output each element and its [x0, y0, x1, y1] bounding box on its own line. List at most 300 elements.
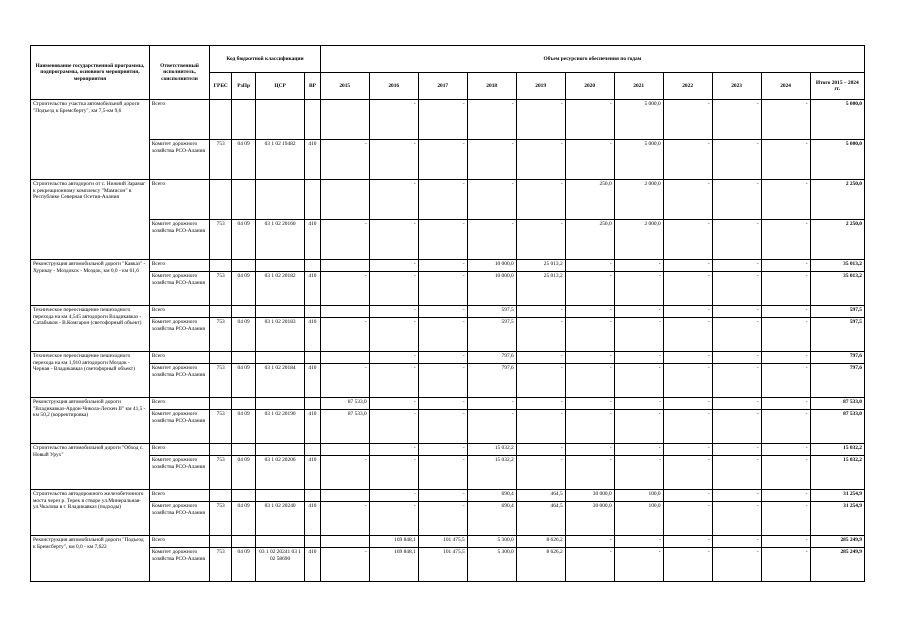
year-value-cell: 8 626,2	[516, 548, 565, 582]
year-value-cell: -	[369, 364, 418, 398]
table-row	[31, 502, 865, 536]
header-name: Наименование государственной программы, подпрограммы, основного мероприятия, мероприятия	[31, 46, 150, 100]
year-value-cell: -	[663, 140, 712, 180]
table-row	[31, 364, 865, 398]
header-executor: Ответственный исполнитель, соисполнители	[149, 46, 209, 100]
year-value-cell: -	[369, 444, 418, 456]
table-row	[31, 536, 865, 548]
year-value-cell: -	[614, 536, 663, 548]
year-value-cell: 10 000,0	[467, 260, 516, 272]
year-value-cell: 5 000,0	[614, 140, 663, 180]
row-total-cell: 597,5	[810, 318, 864, 352]
year-value-cell: -	[369, 100, 418, 140]
year-value-cell: 250,0	[565, 180, 614, 220]
vr-cell: 410	[305, 364, 321, 398]
row-total-cell: 2 250,0	[810, 180, 864, 220]
year-value-cell: -	[761, 364, 810, 398]
executor-all-label: Всего	[149, 490, 209, 502]
vr-cell: 410	[305, 318, 321, 352]
grbs-cell: 753	[210, 410, 232, 444]
executor-all-label: Всего	[149, 352, 209, 364]
code-cell-empty	[210, 100, 232, 140]
measure-name: Строительство автомобильной дороги "Обход с. Новый Урух"	[31, 444, 150, 490]
year-value-cell: -	[418, 318, 467, 352]
year-value-cell: -	[516, 306, 565, 318]
year-value-cell: -	[565, 364, 614, 398]
resource-table	[30, 45, 865, 582]
year-value-cell	[320, 536, 369, 548]
rzpr-cell: 04 09	[232, 364, 256, 398]
row-total-cell: 15 032,2	[810, 456, 864, 490]
year-value-cell: -	[761, 410, 810, 444]
year-value-cell: -	[614, 306, 663, 318]
row-total-cell: 31 254,9	[810, 502, 864, 536]
year-value-cell: -	[418, 490, 467, 502]
year-value-cell: -	[369, 272, 418, 306]
grbs-cell: 753	[210, 364, 232, 398]
year-value-cell: -	[565, 398, 614, 410]
year-value-cell: -	[614, 444, 663, 456]
executor-name: Комитет дорожного хозяйства РСО-Алания	[149, 410, 209, 444]
executor-all-label: Всего	[149, 398, 209, 410]
year-value-cell: -	[369, 318, 418, 352]
year-value-cell: 597,5	[467, 306, 516, 318]
measure-name: Строительство автодороги от с. Нижний Зарамаг к рекреационному комплексу "Мамисон" в Республике Северная Осетия-Алания	[31, 180, 150, 260]
header-year: 2019	[516, 73, 565, 100]
executor-all-label: Всего	[149, 100, 209, 140]
year-value-cell: -	[712, 456, 761, 490]
csr-cell: 03 1 02 20206	[256, 456, 305, 490]
year-value-cell: -	[320, 140, 369, 180]
code-cell-empty	[232, 100, 256, 140]
year-value-cell: -	[565, 410, 614, 444]
year-value-cell: -	[565, 272, 614, 306]
year-value-cell: -	[712, 220, 761, 260]
year-value-cell: -	[418, 220, 467, 260]
header-year: 2017	[418, 73, 467, 100]
code-cell-empty	[305, 180, 321, 220]
year-value-cell: 797,6	[467, 352, 516, 364]
year-value-cell: -	[369, 220, 418, 260]
year-value-cell: -	[320, 220, 369, 260]
code-cell-empty	[305, 260, 321, 272]
csr-cell: 03 1 02 20183	[256, 318, 305, 352]
code-cell-empty	[256, 490, 305, 502]
row-total-cell: 797,6	[810, 364, 864, 398]
year-value-cell: -	[761, 352, 810, 364]
vr-cell: 410	[305, 548, 321, 582]
table-row	[31, 318, 865, 352]
grbs-cell: 753	[210, 318, 232, 352]
measure-name: Реконструкция автомобильной дороги "Владикавказ-Ардон-Чикола-Лескен II" км 41,5 - км 50,2 (корректировка)	[31, 398, 150, 444]
grbs-cell: 753	[210, 140, 232, 180]
table-row	[31, 180, 865, 220]
csr-cell: 03 1 02 20184	[256, 364, 305, 398]
year-value-cell: -	[712, 398, 761, 410]
executor-name: Комитет дорожного хозяйства РСО-Алания	[149, 502, 209, 536]
table-row	[31, 490, 865, 502]
year-value-cell: -	[565, 100, 614, 140]
year-value-cell: -	[761, 272, 810, 306]
row-total-cell: 35 013,2	[810, 272, 864, 306]
executor-all-label: Всего	[149, 536, 209, 548]
year-value-cell: -	[516, 352, 565, 364]
year-value-cell: -	[320, 502, 369, 536]
year-value-cell: -	[467, 410, 516, 444]
year-value-cell: -	[761, 260, 810, 272]
csr-cell: 03 1 02 20190	[256, 410, 305, 444]
year-value-cell: -	[712, 444, 761, 456]
year-value-cell: -	[663, 548, 712, 582]
grbs-cell: 753	[210, 272, 232, 306]
year-value-cell: -	[418, 306, 467, 318]
year-value-cell: -	[663, 260, 712, 272]
year-value-cell: -	[663, 220, 712, 260]
year-value-cell: 10 000,0	[467, 272, 516, 306]
year-value-cell: 169 848,1	[369, 536, 418, 548]
year-value-cell: -	[418, 180, 467, 220]
row-total-cell: 5 000,0	[810, 100, 864, 140]
year-value-cell: 2 000,0	[614, 220, 663, 260]
vr-cell: 410	[305, 220, 321, 260]
year-value-cell: -	[712, 536, 761, 548]
table-row	[31, 140, 865, 180]
year-value-cell: -	[614, 548, 663, 582]
vr-cell: 410	[305, 502, 321, 536]
year-value-cell: -	[761, 548, 810, 582]
table-row	[31, 444, 865, 456]
code-cell-empty	[305, 100, 321, 140]
year-value-cell: -	[712, 140, 761, 180]
year-value-cell: -	[467, 140, 516, 180]
year-value-cell: -	[516, 140, 565, 180]
year-value-cell: -	[369, 180, 418, 220]
vr-cell: 410	[305, 410, 321, 444]
header-year: 2022	[663, 73, 712, 100]
code-cell-empty	[305, 490, 321, 502]
table-row	[31, 398, 865, 410]
year-value-cell: -	[565, 456, 614, 490]
header-total: Итого 2015 – 2024 гг.	[810, 73, 864, 100]
measure-name: Строительство автодорожного железобетонного моста через р. Терек в створе ул.Минеральная-ул.Чкалова в г. Владикавказ (подходы)	[31, 490, 150, 536]
year-value-cell: -	[369, 456, 418, 490]
year-value-cell: -	[761, 306, 810, 318]
year-value-cell	[320, 260, 369, 272]
rzpr-cell: 04 09	[232, 456, 256, 490]
table-row	[31, 100, 865, 140]
executor-name: Комитет дорожного хозяйства РСО-Алания	[149, 272, 209, 306]
year-value-cell: -	[369, 398, 418, 410]
rzpr-cell: 04 09	[232, 548, 256, 582]
rzpr-cell: 04 09	[232, 220, 256, 260]
year-value-cell	[320, 490, 369, 502]
year-value-cell: -	[369, 140, 418, 180]
code-cell-empty	[232, 398, 256, 410]
year-value-cell: 101 475,5	[418, 548, 467, 582]
year-value-cell: -	[418, 100, 467, 140]
year-value-cell: -	[418, 502, 467, 536]
year-value-cell: -	[712, 180, 761, 220]
year-value-cell: -	[761, 444, 810, 456]
header-csr: ЦСР	[256, 73, 305, 100]
grbs-cell: 753	[210, 502, 232, 536]
table-row	[31, 220, 865, 260]
year-value-cell: -	[369, 410, 418, 444]
measure-name: Строительство участка автомобильной дороги "Подъезд к Бремсберту", км 7,5-км 9,6	[31, 100, 150, 180]
year-value-cell: 250,0	[565, 220, 614, 260]
year-value-cell: -	[761, 490, 810, 502]
vr-cell: 410	[305, 272, 321, 306]
year-value-cell	[320, 306, 369, 318]
year-value-cell: 690,4	[467, 502, 516, 536]
year-value-cell: -	[712, 490, 761, 502]
year-value-cell: -	[516, 398, 565, 410]
year-value-cell: -	[467, 180, 516, 220]
year-value-cell: -	[614, 352, 663, 364]
year-value-cell: -	[663, 502, 712, 536]
year-value-cell: 87 533,0	[320, 398, 369, 410]
year-value-cell: -	[418, 364, 467, 398]
csr-cell: 03 1 02 20160	[256, 220, 305, 260]
year-value-cell: -	[369, 306, 418, 318]
executor-all-label: Всего	[149, 180, 209, 220]
code-cell-empty	[256, 398, 305, 410]
measure-name: Реконструкция автомобильной дороги "Подъезд к Бремсберту", км 0,0 - км 7,622	[31, 536, 150, 582]
year-value-cell: -	[418, 272, 467, 306]
year-value-cell: 2 000,0	[614, 180, 663, 220]
header-year: 2020	[565, 73, 614, 100]
csr-cell: 03 1 02 19482	[256, 140, 305, 180]
year-value-cell: -	[761, 318, 810, 352]
measure-name: Техническое переоснащение пешеходного перехода на км 4,545 автодороги Владикавказ - Сатабыков - В.Комгарон (светофорный объект)	[31, 306, 150, 352]
row-total-cell: 797,6	[810, 352, 864, 364]
rzpr-cell: 04 09	[232, 272, 256, 306]
rzpr-cell: 04 09	[232, 502, 256, 536]
year-value-cell: -	[712, 306, 761, 318]
year-value-cell: -	[761, 398, 810, 410]
code-cell-empty	[232, 536, 256, 548]
executor-name: Комитет дорожного хозяйства РСО-Алания	[149, 140, 209, 180]
table-row	[31, 410, 865, 444]
code-cell-empty	[210, 536, 232, 548]
code-cell-empty	[210, 180, 232, 220]
year-value-cell: -	[761, 536, 810, 548]
code-cell-empty	[210, 444, 232, 456]
year-value-cell: -	[614, 318, 663, 352]
year-value-cell: -	[467, 220, 516, 260]
code-cell-empty	[232, 490, 256, 502]
year-value-cell: -	[614, 364, 663, 398]
year-value-cell: 690,4	[467, 490, 516, 502]
year-value-cell: 169 848,1	[369, 548, 418, 582]
year-value-cell: -	[369, 352, 418, 364]
year-value-cell: -	[516, 180, 565, 220]
year-value-cell: -	[663, 364, 712, 398]
year-value-cell: -	[663, 352, 712, 364]
code-cell-empty	[232, 180, 256, 220]
grbs-cell: 753	[210, 220, 232, 260]
year-value-cell: -	[565, 260, 614, 272]
year-value-cell: -	[663, 318, 712, 352]
csr-cell: 03 1 02 20182	[256, 272, 305, 306]
table-row	[31, 260, 865, 272]
executor-name: Комитет дорожного хозяйства РСО-Алания	[149, 456, 209, 490]
year-value-cell	[320, 444, 369, 456]
header-year: 2024	[761, 73, 810, 100]
year-value-cell: 8 626,2	[516, 536, 565, 548]
year-value-cell: -	[320, 548, 369, 582]
year-value-cell: -	[614, 260, 663, 272]
year-value-cell: -	[516, 364, 565, 398]
row-total-cell: 285 249,9	[810, 536, 864, 548]
year-value-cell: 15 032,2	[467, 444, 516, 456]
executor-all-label: Всего	[149, 260, 209, 272]
rzpr-cell: 04 09	[232, 410, 256, 444]
code-cell-empty	[232, 444, 256, 456]
year-value-cell: -	[663, 410, 712, 444]
row-total-cell: 2 250,0	[810, 220, 864, 260]
year-value-cell: -	[418, 398, 467, 410]
year-value-cell: 25 013,2	[516, 272, 565, 306]
code-cell-empty	[256, 536, 305, 548]
grbs-cell: 753	[210, 456, 232, 490]
year-value-cell: -	[614, 398, 663, 410]
code-cell-empty	[256, 306, 305, 318]
year-value-cell: -	[565, 548, 614, 582]
executor-name: Комитет дорожного хозяйства РСО-Алания	[149, 364, 209, 398]
year-value-cell: -	[565, 306, 614, 318]
year-value-cell: 464,5	[516, 502, 565, 536]
year-value-cell: 30 000,0	[565, 490, 614, 502]
vr-cell: 410	[305, 140, 321, 180]
year-value-cell: -	[614, 456, 663, 490]
row-total-cell: 285 249,9	[810, 548, 864, 582]
year-value-cell: -	[663, 180, 712, 220]
year-value-cell: -	[369, 502, 418, 536]
year-value-cell: -	[614, 272, 663, 306]
year-value-cell: -	[418, 444, 467, 456]
year-value-cell: -	[663, 100, 712, 140]
year-value-cell: -	[516, 456, 565, 490]
year-value-cell: -	[712, 272, 761, 306]
year-value-cell: -	[712, 548, 761, 582]
executor-name: Комитет дорожного хозяйства РСО-Алания	[149, 220, 209, 260]
year-value-cell: -	[418, 260, 467, 272]
table-row	[31, 352, 865, 364]
year-value-cell: -	[663, 456, 712, 490]
year-value-cell: -	[663, 536, 712, 548]
year-value-cell: 101 475,5	[418, 536, 467, 548]
year-value-cell: -	[418, 352, 467, 364]
year-value-cell: 15 032,2	[467, 456, 516, 490]
year-value-cell: 5 000,0	[614, 100, 663, 140]
header-year: 2023	[712, 73, 761, 100]
year-value-cell: 597,5	[467, 318, 516, 352]
year-value-cell: -	[761, 140, 810, 180]
code-cell-empty	[305, 444, 321, 456]
header-volume: Объем ресурсного обеспечения по годам	[320, 46, 864, 73]
year-value-cell	[320, 100, 369, 140]
code-cell-empty	[210, 398, 232, 410]
header-year: 2015	[320, 73, 369, 100]
year-value-cell: -	[516, 220, 565, 260]
year-value-cell: -	[320, 456, 369, 490]
year-value-cell	[320, 352, 369, 364]
table-row	[31, 306, 865, 318]
code-cell-empty	[232, 260, 256, 272]
year-value-cell: -	[712, 100, 761, 140]
year-value-cell: 5 300,0	[467, 536, 516, 548]
year-value-cell: -	[418, 456, 467, 490]
year-value-cell: 30 000,0	[565, 502, 614, 536]
row-total-cell: 5 000,0	[810, 140, 864, 180]
year-value-cell: 797,6	[467, 364, 516, 398]
year-value-cell: -	[663, 306, 712, 318]
code-cell-empty	[256, 444, 305, 456]
header-year: 2021	[614, 73, 663, 100]
year-value-cell: -	[565, 318, 614, 352]
header-year: 2016	[369, 73, 418, 100]
year-value-cell: -	[516, 318, 565, 352]
code-cell-empty	[210, 490, 232, 502]
header-vr: ВР	[305, 73, 321, 100]
row-total-cell: 31 254,9	[810, 490, 864, 502]
header-year: 2018	[467, 73, 516, 100]
year-value-cell: 5 300,0	[467, 548, 516, 582]
table-row	[31, 456, 865, 490]
year-value-cell: -	[761, 456, 810, 490]
year-value-cell: 100,0	[614, 490, 663, 502]
code-cell-empty	[305, 398, 321, 410]
year-value-cell: -	[320, 318, 369, 352]
table-row	[31, 548, 865, 582]
table-row	[31, 272, 865, 306]
row-total-cell: 87 533,0	[810, 398, 864, 410]
row-total-cell: 87 533,0	[810, 410, 864, 444]
year-value-cell: -	[320, 364, 369, 398]
year-value-cell: -	[712, 260, 761, 272]
executor-all-label: Всего	[149, 444, 209, 456]
year-value-cell: -	[516, 100, 565, 140]
row-total-cell: 35 013,2	[810, 260, 864, 272]
year-value-cell: -	[712, 364, 761, 398]
year-value-cell: -	[663, 272, 712, 306]
csr-cell: 03 1 02 20240	[256, 502, 305, 536]
row-total-cell: 597,5	[810, 306, 864, 318]
code-cell-empty	[210, 260, 232, 272]
header-rzpr: РзПр	[232, 73, 256, 100]
row-total-cell: 15 032,2	[810, 444, 864, 456]
year-value-cell: -	[467, 398, 516, 410]
year-value-cell: -	[467, 100, 516, 140]
grbs-cell: 753	[210, 548, 232, 582]
executor-all-label: Всего	[149, 306, 209, 318]
code-cell-empty	[232, 306, 256, 318]
year-value-cell: 464,5	[516, 490, 565, 502]
year-value-cell: -	[320, 272, 369, 306]
vr-cell: 410	[305, 456, 321, 490]
code-cell-empty	[305, 352, 321, 364]
code-cell-empty	[256, 260, 305, 272]
year-value-cell: -	[565, 536, 614, 548]
year-value-cell: -	[614, 410, 663, 444]
executor-name: Комитет дорожного хозяйства РСО-Алания	[149, 318, 209, 352]
year-value-cell	[320, 180, 369, 220]
budget-table-sheet	[30, 45, 865, 582]
year-value-cell: -	[712, 502, 761, 536]
year-value-cell: -	[663, 398, 712, 410]
year-value-cell: -	[516, 410, 565, 444]
